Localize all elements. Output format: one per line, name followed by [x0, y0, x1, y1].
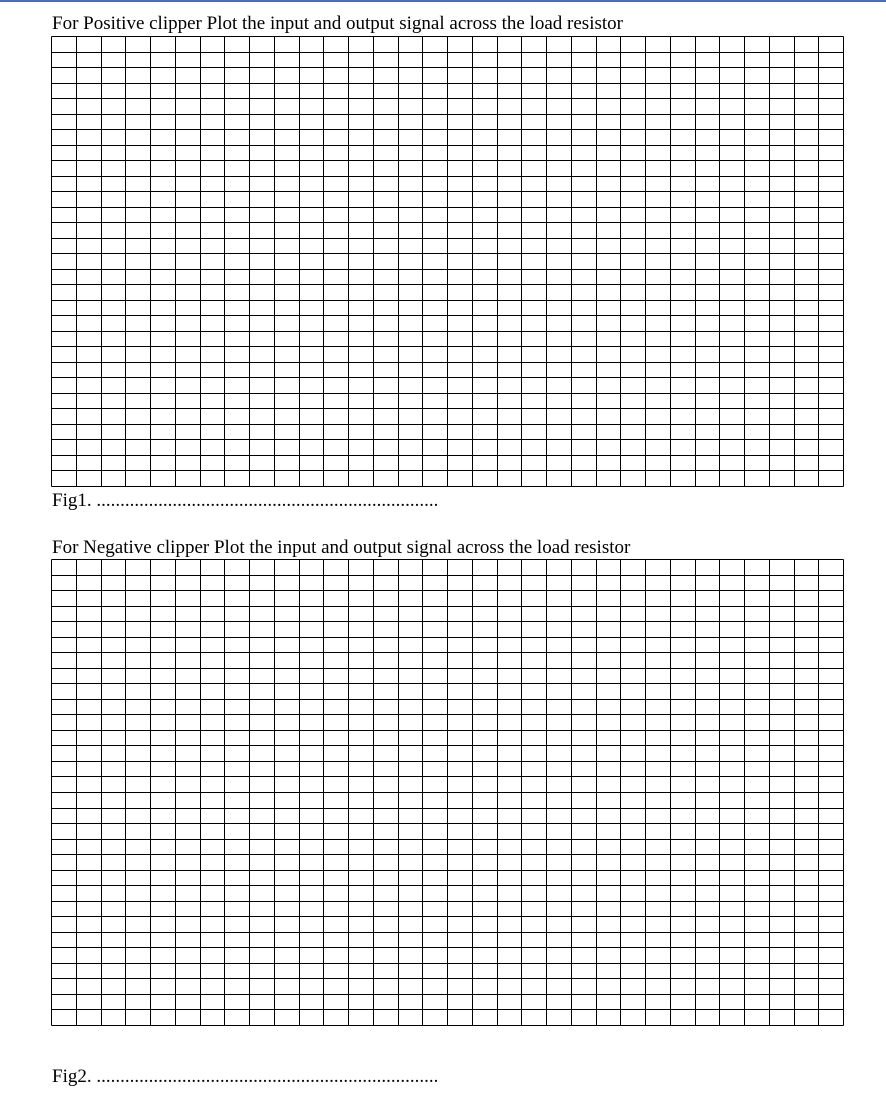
- fig1-caption: Fig1. ........................................................................: [52, 490, 439, 511]
- negative-clipper-heading: For Negative clipper Plot the input and output signal across the load resistor: [52, 537, 631, 558]
- top-accent-rule: [0, 0, 886, 2]
- negative-clipper-plot-grid: [51, 559, 844, 1026]
- positive-clipper-heading: For Positive clipper Plot the input and output signal across the load resistor: [52, 13, 623, 34]
- fig2-caption: Fig2. ........................................................................: [52, 1066, 439, 1087]
- positive-clipper-plot-grid: [51, 36, 844, 487]
